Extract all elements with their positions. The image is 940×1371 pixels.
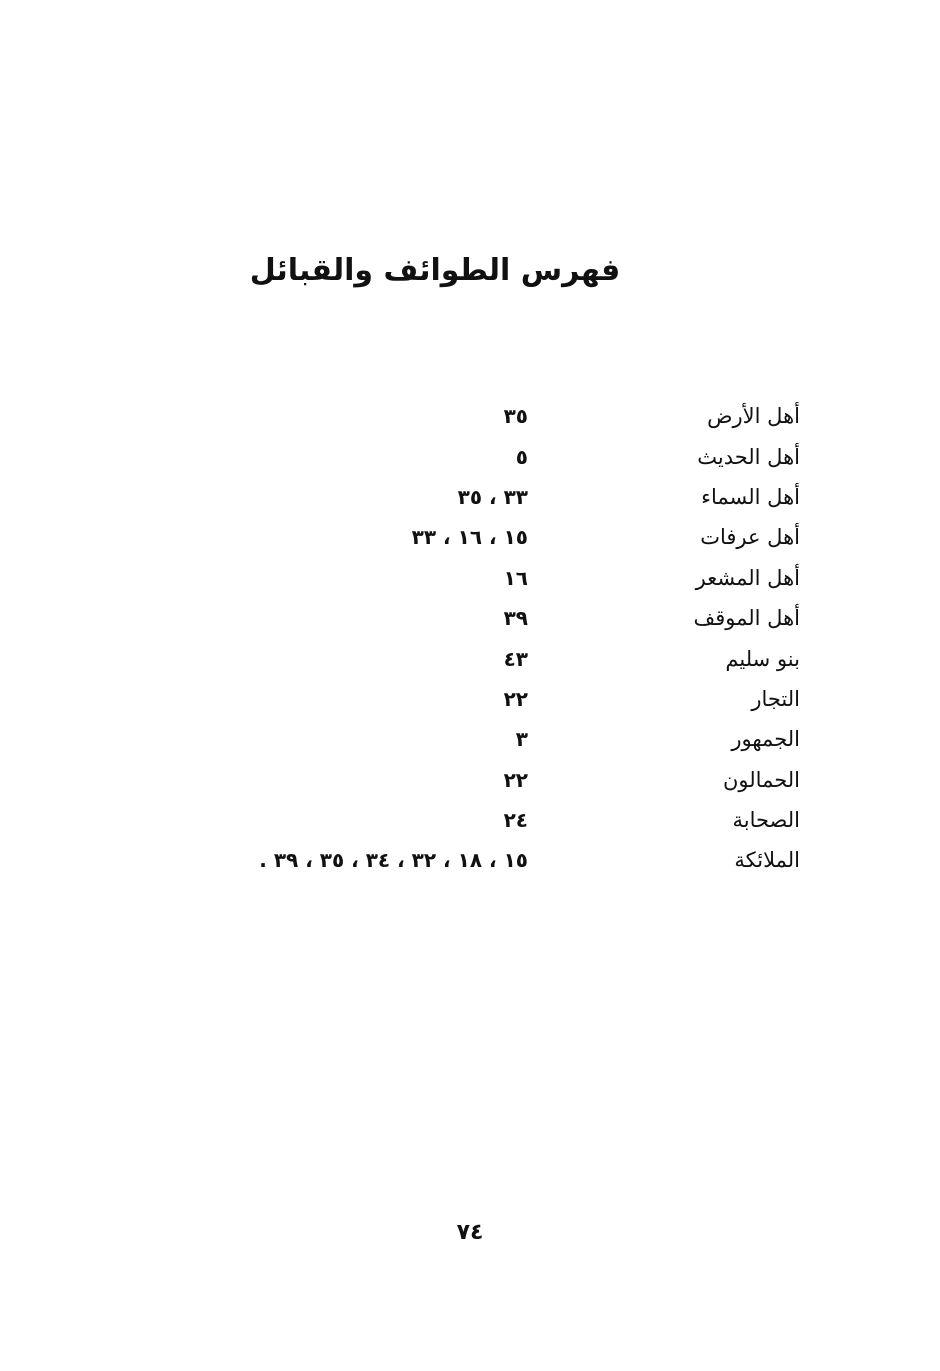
entry-pages: ٢٢: [503, 686, 528, 711]
page-number: ٧٤: [456, 1220, 484, 1245]
entry-name: الجمهور: [731, 727, 800, 752]
entry-pages: ٣٩: [503, 606, 528, 631]
index-entry: [200, 558, 800, 598]
entry-pages: ٢٢: [503, 767, 528, 792]
index-entry: [200, 436, 800, 476]
entry-name: الصحابة: [732, 808, 800, 833]
entry-name: التجار: [751, 686, 800, 711]
index-entry: [200, 679, 800, 719]
index-entry: [200, 396, 800, 436]
index-entry: [200, 800, 800, 840]
index-entry: [200, 598, 800, 638]
index-list: [200, 396, 800, 881]
entry-name: أهل الأرض: [707, 404, 800, 429]
entry-pages: ٢٤: [503, 808, 528, 833]
entry-name: أهل عرفات: [700, 525, 800, 550]
entry-pages: ٣٣ ، ٣٥: [457, 484, 528, 509]
entry-pages: ٣٥: [503, 404, 528, 429]
index-entry: [200, 638, 800, 678]
entry-name: الملائكة: [734, 848, 800, 873]
entry-pages: ٤٣: [503, 646, 528, 671]
entry-pages: ١٦: [503, 565, 528, 590]
entry-name: بنو سليم: [725, 646, 800, 671]
entry-pages: ٣: [515, 727, 528, 752]
index-entry: [200, 517, 800, 557]
index-entry: [200, 840, 800, 880]
entry-name: أهل المشعر: [695, 565, 800, 590]
page-title: فهرس الطوائف والقبائل: [249, 253, 621, 288]
index-entry: [200, 719, 800, 759]
index-entry: [200, 477, 800, 517]
entry-pages: ٥: [515, 444, 528, 469]
entry-name: أهل الحديث: [697, 444, 800, 469]
index-entry: [200, 760, 800, 800]
entry-name: الحمالون: [723, 767, 800, 792]
entry-pages: ١٥ ، ١٨ ، ٣٢ ، ٣٤ ، ٣٥ ، ٣٩ .: [259, 848, 528, 873]
entry-name: أهل السماء: [701, 484, 800, 509]
entry-pages: ١٥ ، ١٦ ، ٣٣: [411, 525, 528, 550]
entry-name: أهل الموقف: [693, 606, 800, 631]
